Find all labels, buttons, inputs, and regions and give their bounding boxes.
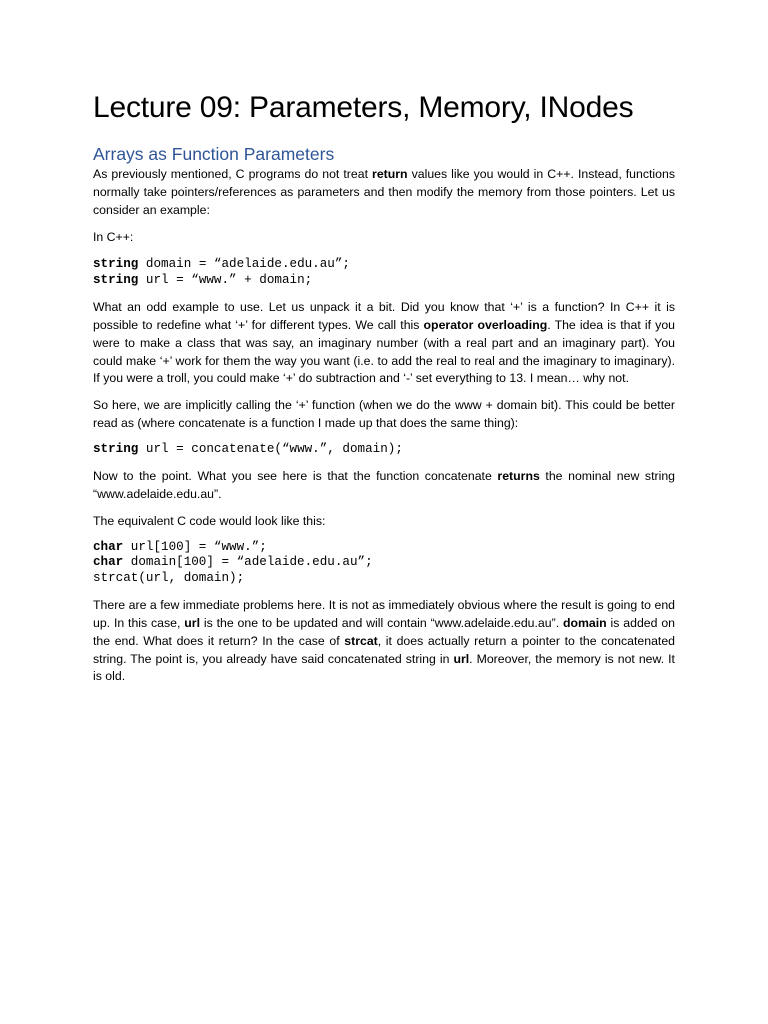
code-text: domain = “adelaide.edu.au”; bbox=[138, 257, 350, 272]
code-line bbox=[93, 442, 675, 458]
paragraph-intro bbox=[93, 166, 675, 219]
paragraph-in-cpp: In C++: bbox=[93, 230, 134, 245]
code-block-cpp bbox=[93, 257, 675, 288]
code-block-concatenate bbox=[93, 442, 675, 458]
bold-term-returns: returns bbox=[497, 469, 540, 484]
bold-term-url: url bbox=[184, 615, 200, 630]
bold-term-strcat: strcat bbox=[344, 633, 378, 648]
code-line: strcat(url, domain); bbox=[93, 570, 245, 585]
text-run: As previously mentioned, C programs do not treat bbox=[93, 167, 373, 181]
paragraph-implicit-call: So here, we are implicitly calling the ‘+’ function (when we do the www + domain bit). This could be better read as (where concatenate is a function I made up that does the same thing): bbox=[93, 398, 675, 430]
bold-term-domain: domain bbox=[562, 615, 607, 630]
code-keyword: char bbox=[93, 539, 124, 554]
code-line bbox=[93, 257, 675, 273]
code-line bbox=[93, 540, 675, 556]
text-run: Now to the point. What you see here is that the function concatenate bbox=[93, 469, 498, 484]
code-keyword: string bbox=[93, 272, 139, 287]
paragraph-returns bbox=[93, 468, 675, 504]
bold-term-operator-overloading: operator overloading bbox=[423, 317, 548, 332]
paragraph-operator-overloading bbox=[93, 299, 675, 388]
code-keyword: char bbox=[93, 555, 124, 570]
text-run: is added on the end. What does it return? In the case of bbox=[93, 615, 676, 648]
text-run: . The idea is that if you were to make a class that was say, an imaginary number (with a real part and an imaginary part). You could make ‘+’ work for them the way you want (i.e. to add the real to real and the imaginary to imaginary). If you were a troll, you could make ‘+’ do subtraction and ‘-’ set everything to 13. I mean… why not. bbox=[93, 317, 676, 386]
code-keyword: string bbox=[93, 441, 139, 456]
text-run: is the one to be updated and will contain “www.adelaide.edu.au”. bbox=[200, 615, 563, 630]
text-run: . Moreover, the memory is not new. It is old. bbox=[93, 651, 675, 684]
text-run: values like you would in C++. Instead, functions normally take pointers/references as parameters and then modify the memory from those pointers. Let us consider an example: bbox=[93, 167, 675, 217]
text-run: the nominal new string “www.adelaide.edu.au”. bbox=[93, 469, 676, 502]
code-line bbox=[93, 273, 675, 289]
bold-term-url: url bbox=[453, 651, 470, 666]
code-text: url = “www.” + domain; bbox=[138, 272, 313, 287]
document-body bbox=[93, 86, 675, 686]
code-text: domain[100] = “adelaide.edu.au”; bbox=[123, 555, 373, 570]
code-line bbox=[93, 555, 675, 571]
section-heading: Arrays as Function Parameters bbox=[93, 144, 335, 164]
code-text: url = concatenate(“www.”, domain); bbox=[138, 441, 403, 456]
text-run: There are a few immediate problems here. It is not as immediately obvious where the result is going to end up. In this case, bbox=[93, 598, 675, 630]
code-text: url[100] = “www.”; bbox=[123, 539, 267, 554]
code-block-c bbox=[93, 540, 675, 587]
code-keyword: string bbox=[93, 257, 139, 272]
paragraph-problems bbox=[93, 597, 675, 686]
text-run: What an odd example to use. Let us unpack it a bit. Did you know that ‘+’ is a function? In C++ it is possible to redefine what ‘+’ for different types. We call this bbox=[93, 300, 675, 332]
lecture-title: Lecture 09: Parameters, Memory, INodes bbox=[93, 91, 634, 124]
bold-term-return: return bbox=[372, 167, 408, 181]
text-run: , it does actually return a pointer to the concatenated string. The point is, you already have said concatenated string in bbox=[93, 633, 675, 666]
paragraph-equivalent-c: The equivalent C code would look like this: bbox=[93, 513, 326, 528]
